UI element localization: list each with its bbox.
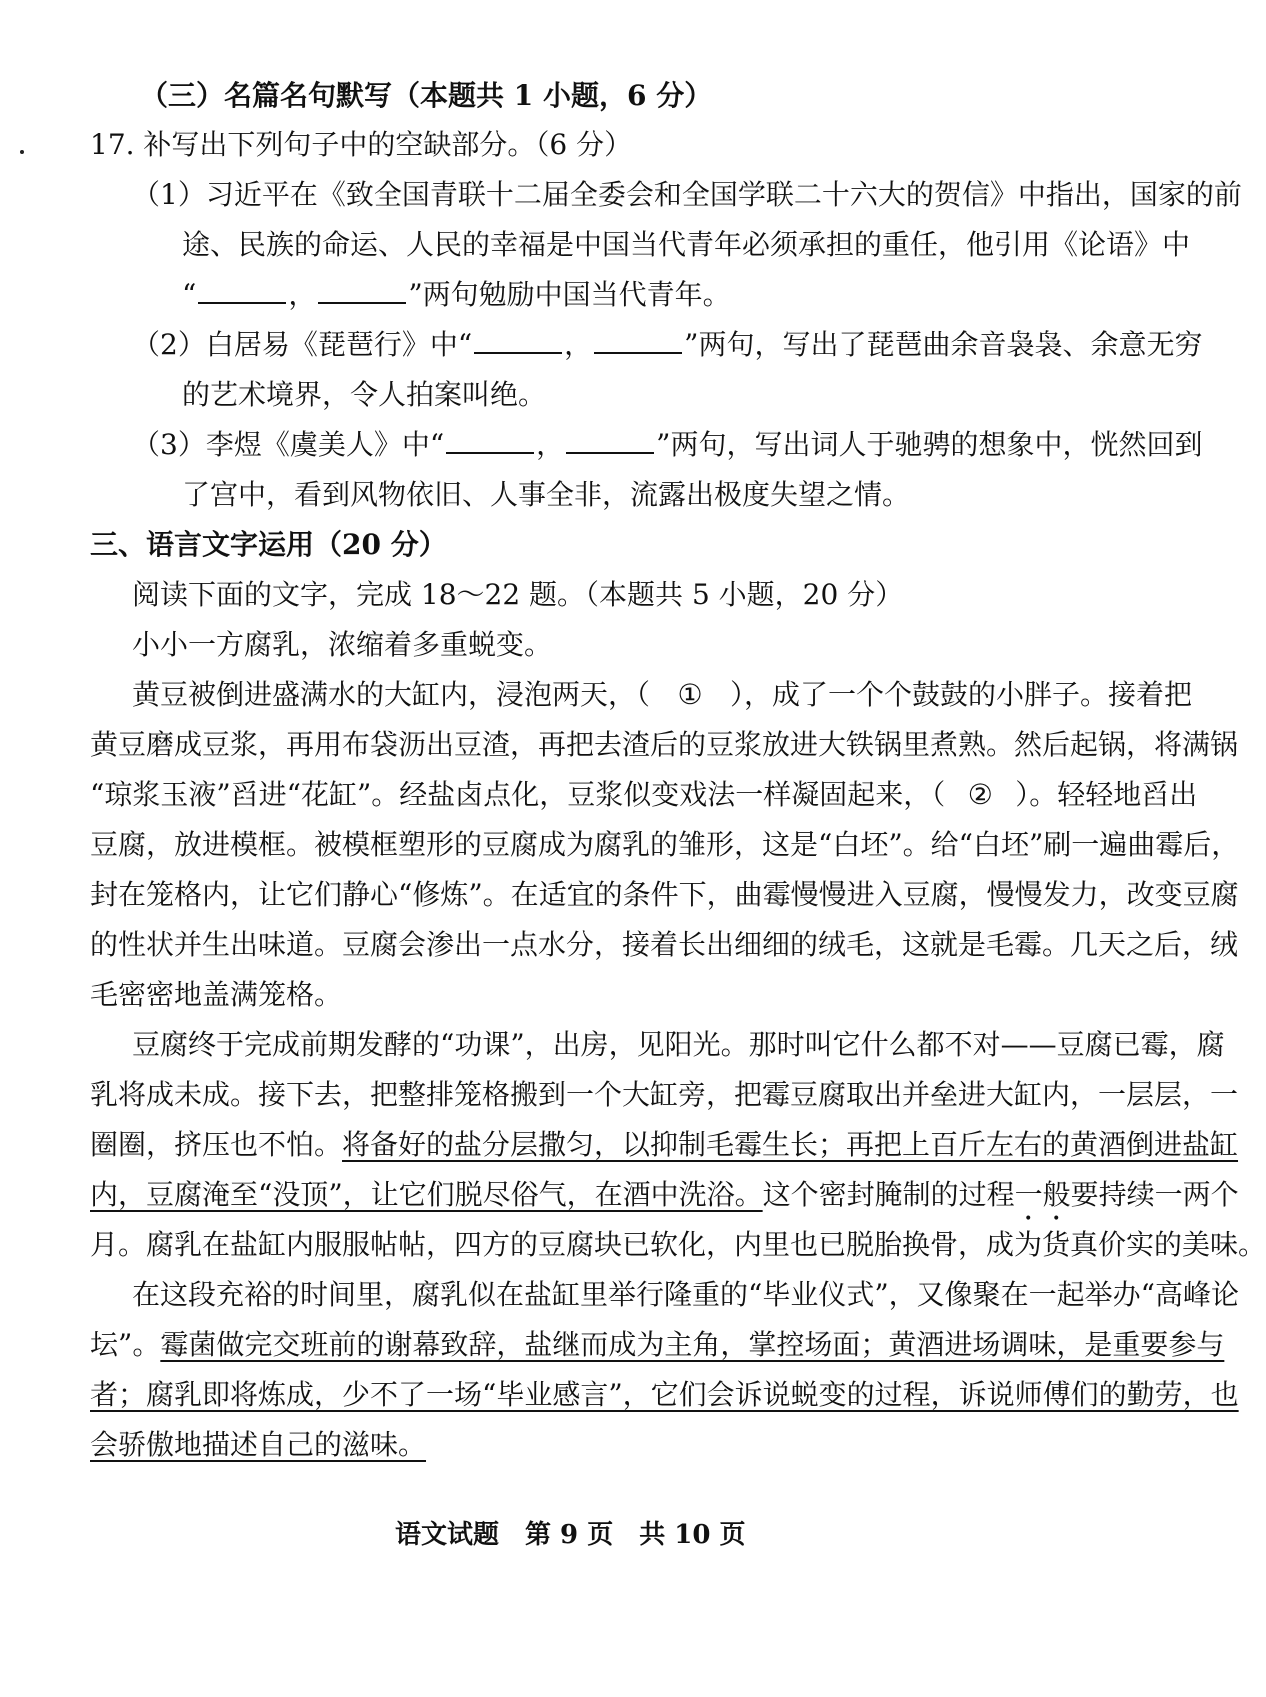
q17-item1-line2: 途、民族的命运、人民的幸福是中国当代青年必须承担的重任，他引用《论语》中 — [182, 228, 1191, 261]
answer-blank[interactable] — [474, 326, 562, 354]
blank-marker-2: ② — [967, 778, 993, 811]
q17-item1-line3: “ ， ”两句勉励中国当代青年。 — [182, 278, 731, 311]
reading-instruction: 阅读下面的文字，完成 18～22 题。（本题共 5 小题，20 分） — [132, 578, 904, 611]
q17-item2-line1: （2）白居易《琵琶行》中“ ， ”两句，写出了琵琶曲余音袅袅、余意无穷 — [132, 328, 1203, 361]
q17-item3-line1: （3）李煜《虞美人》中“ ， ”两句，写出词人于驰骋的想象中，恍然回到 — [132, 428, 1203, 461]
underlined-sentence: 会骄傲地描述自己的滋味。 — [90, 1428, 427, 1461]
passage-p3-line2: 坛”。霉菌做完交班前的谢幕致辞，盐继而成为主角，掌控场面；黄酒进场调味，是重要参与 — [90, 1328, 1225, 1361]
answer-blank[interactable] — [566, 426, 654, 454]
underlined-sentence: 将备好的盐分层撒匀，以抑制毛霉生长；再把上百斤左右的黄酒倒进盐缸 — [342, 1128, 1239, 1161]
passage-lead: 小小一方腐乳，浓缩着多重蜕变。 — [132, 628, 553, 661]
underlined-sentence: 内，豆腐淹至“没顶”，让它们脱尽俗气，在酒中洗浴。 — [90, 1178, 763, 1211]
passage-p3-line3 — [90, 1375, 1239, 1415]
q17-item3-line2: 了宫中，看到风物依旧、人事全非，流露出极度失望之情。 — [182, 478, 911, 511]
blank-marker-1: ① — [677, 678, 703, 711]
passage-p1-line3: “琼浆玉液”舀进“花缸”。经盐卤点化，豆浆似变戏法一样凝固起来，（ ② ）。轻轻地舀出 — [90, 775, 1197, 815]
passage-p2-line5: 月。腐乳在盐缸内服服帖帖，四方的豆腐块已软化，内里也已脱胎换骨，成为货真价实的美味。 — [90, 1228, 1266, 1261]
page-footer: 语文试题 第 9 页 共 10 页 — [395, 1520, 746, 1550]
passage-p1-line6: 的性状并生出味道。豆腐会渗出一点水分，接着长出细细的绒毛，这就是毛霉。几天之后，绒 — [90, 928, 1239, 961]
answer-blank[interactable] — [446, 426, 534, 454]
passage-p2-line4: 内，豆腐淹至“没顶”，让它们脱尽俗气，在酒中洗浴。这个密封腌制的过程一般要持续一两个 — [90, 1178, 1239, 1211]
q17-item2-line2: 的艺术境界，令人拍案叫绝。 — [182, 378, 547, 411]
passage-p2-line3: 圈圈，挤压也不怕。将备好的盐分层撒匀，以抑制毛霉生长；再把上百斤左右的黄酒倒进盐缸 — [90, 1128, 1239, 1161]
passage-p2-line1: 豆腐终于完成前期发酵的“功课”，出房，见阳光。那时叫它什么都不对——豆腐已霉，腐 — [132, 1028, 1225, 1061]
passage-p1-line5: 封在笼格内，让它们静心“修炼”。在适宜的条件下，曲霉慢慢进入豆腐，慢慢发力，改变豆腐 — [90, 878, 1239, 911]
passage-p1-line1: 黄豆被倒进盛满水的大缸内，浸泡两天，（ ① ），成了一个个鼓鼓的小胖子。接着把 — [132, 675, 1192, 715]
part3-heading: 三、语言文字运用（20 分） — [90, 528, 447, 561]
passage-p3-line1: 在这段充裕的时间里，腐乳似在盐缸里举行隆重的“毕业仪式”，又像聚在一起举办“高峰论 — [132, 1278, 1239, 1311]
passage-p1-line7: 毛密密地盖满笼格。 — [90, 978, 343, 1011]
underlined-sentence: 霉菌做完交班前的谢幕致辞，盐继而成为主角，掌控场面；黄酒进场调味，是重要参与 — [160, 1328, 1225, 1361]
passage-p1-line2: 黄豆磨成豆浆，再用布袋沥出豆渣，再把去渣后的豆浆放进大铁锅里煮熟。然后起锅，将满锅 — [90, 728, 1239, 761]
stray-dot — [20, 150, 24, 154]
passage-p2-line2: 乳将成未成。接下去，把整排笼格搬到一个大缸旁，把霉豆腐取出并垒进大缸内，一层层，一 — [90, 1078, 1239, 1111]
passage-p3-line4 — [90, 1425, 426, 1465]
emphasis-dotted-word: 一般 — [1014, 1178, 1071, 1211]
answer-blank[interactable] — [594, 326, 682, 354]
q17-item1-line1: （1）习近平在《致全国青联十二届全委会和全国学联二十六大的贺信》中指出，国家的前 — [132, 178, 1242, 211]
underlined-sentence: 者；腐乳即将炼成，少不了一场“毕业感言”，它们会诉说蜕变的过程，诉说师傅们的勤劳，也 — [90, 1378, 1239, 1411]
answer-blank[interactable] — [318, 276, 406, 304]
passage-p1-line4: 豆腐，放进模框。被模框塑形的豆腐成为腐乳的雏形，这是“白坯”。给“白坯”刷一遍曲霉后， — [90, 828, 1240, 861]
section-subtitle: （三）名篇名句默写（本题共 1 小题，6 分） — [140, 79, 713, 112]
answer-blank[interactable] — [198, 276, 286, 304]
question-17-stem: 17. 补写出下列句子中的空缺部分。（6 分） — [90, 128, 633, 161]
